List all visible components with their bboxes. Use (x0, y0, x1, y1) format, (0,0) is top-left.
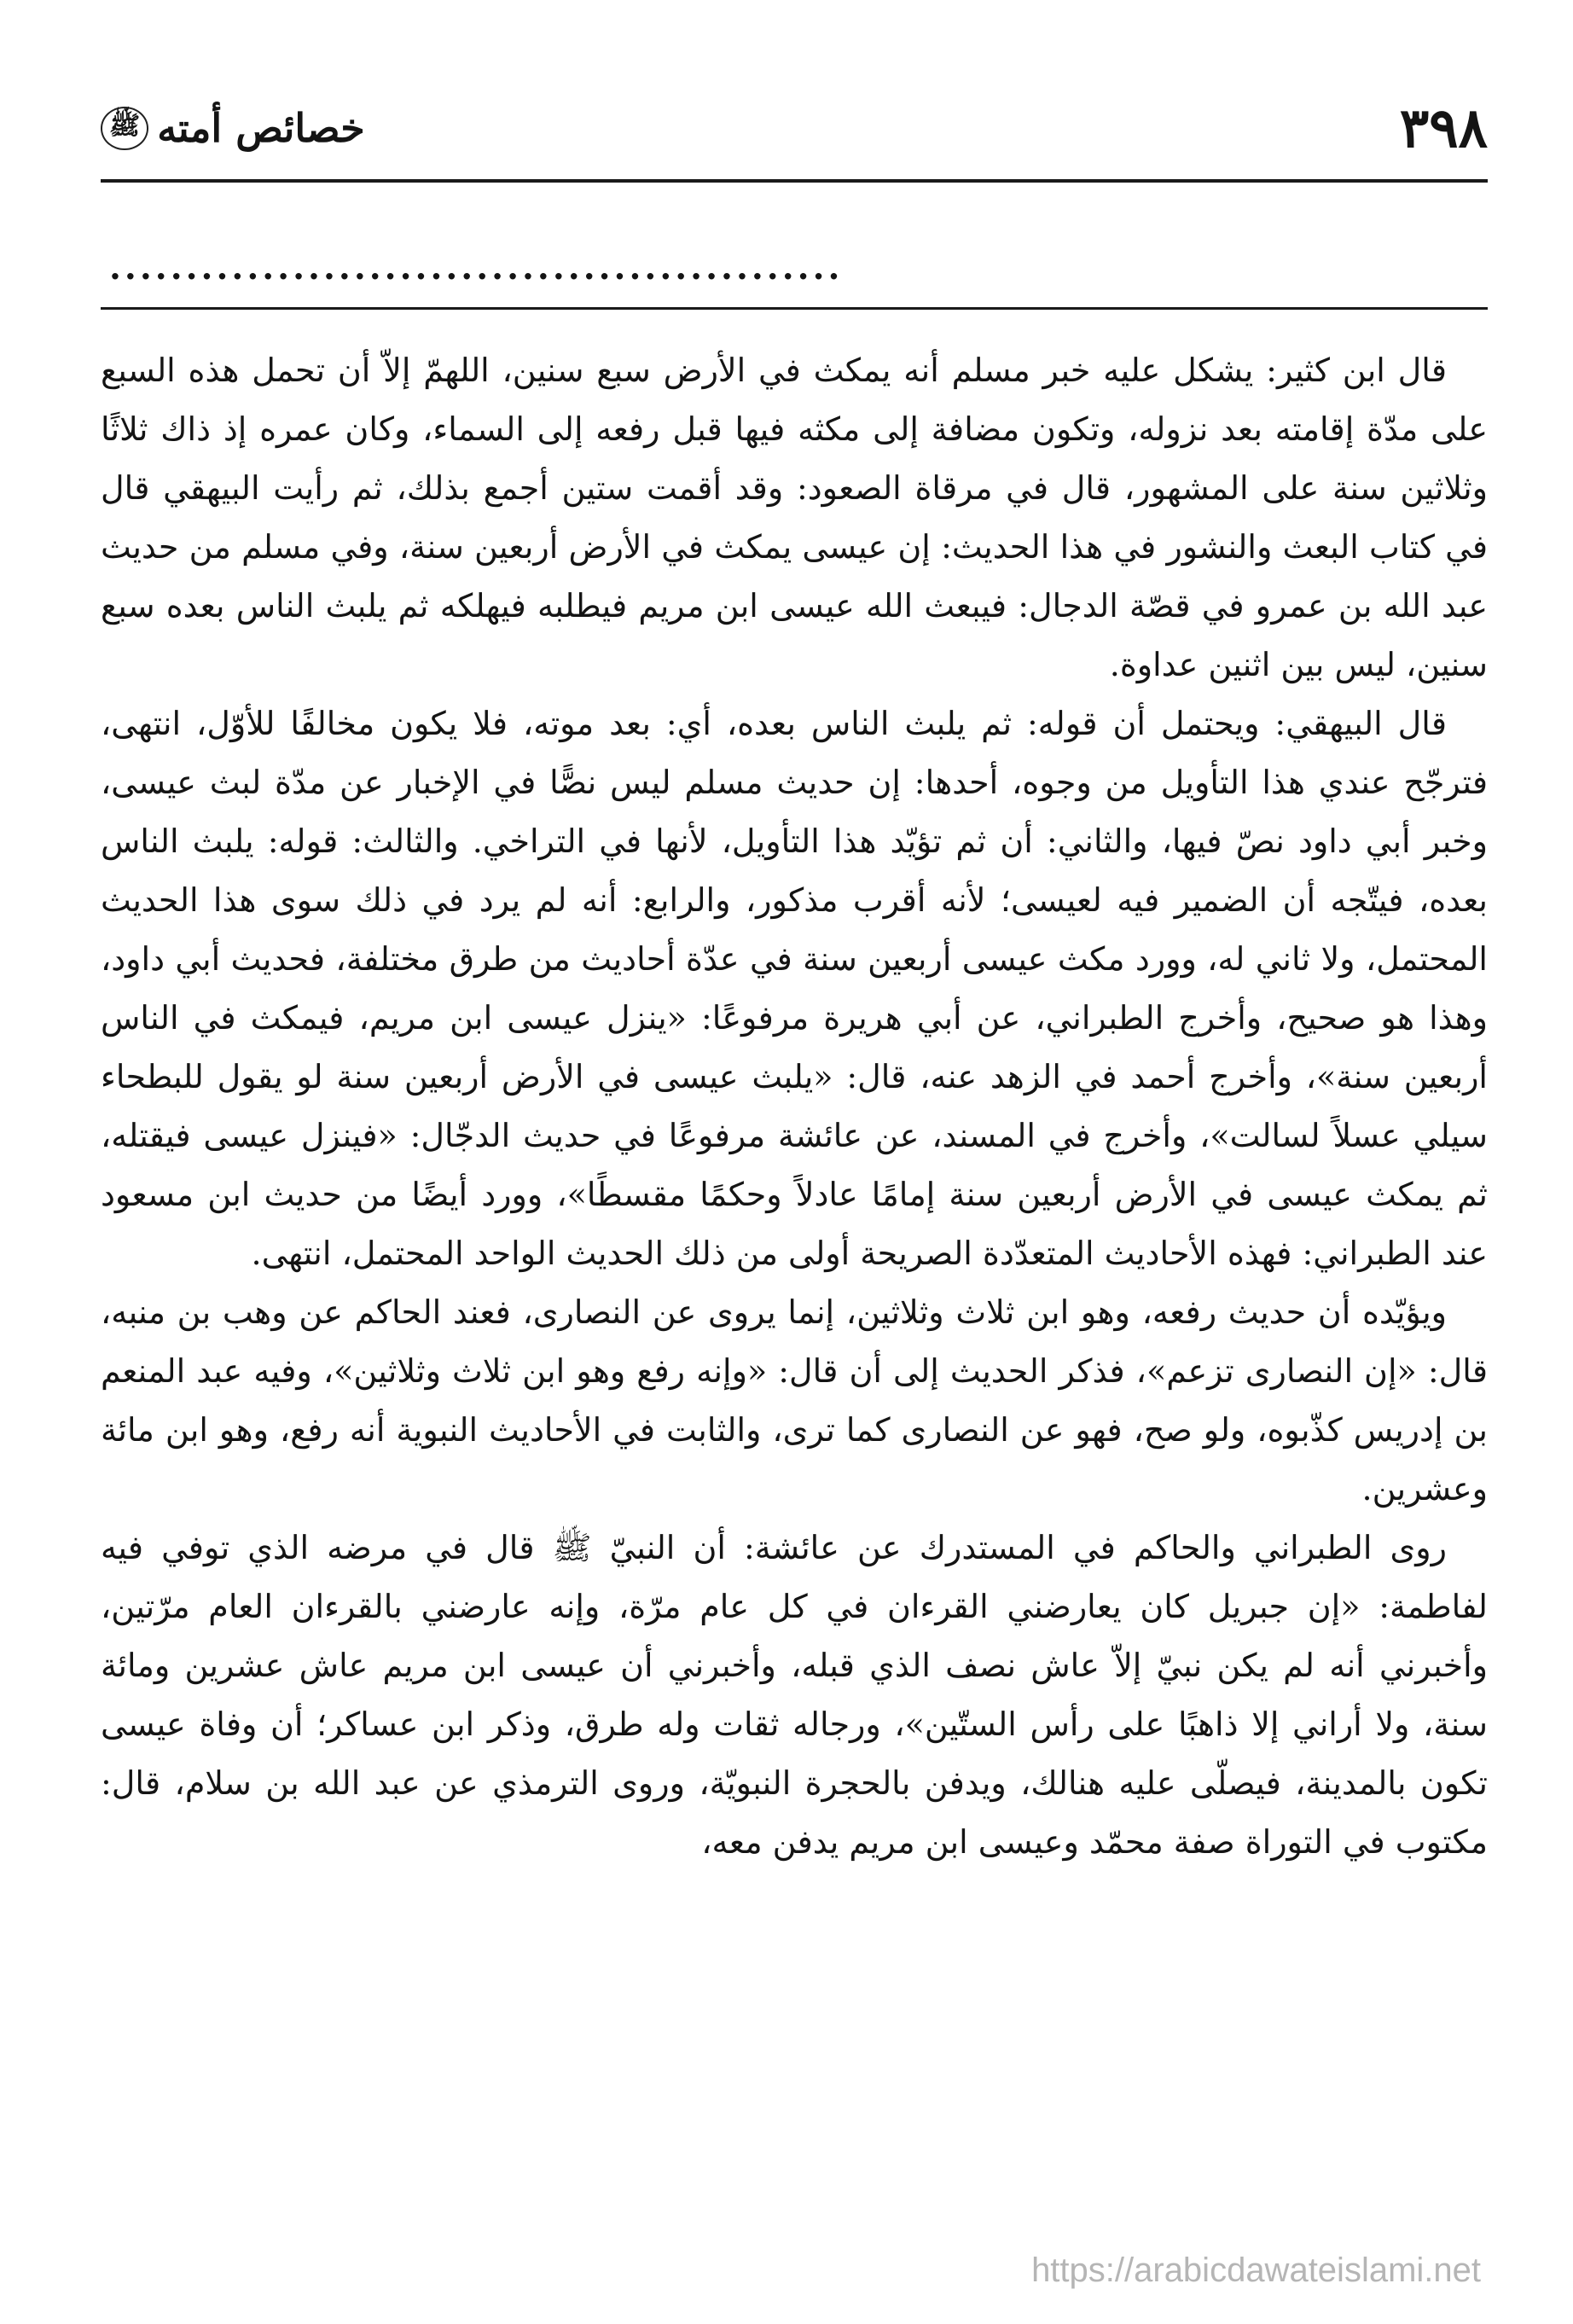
page-header (101, 85, 1488, 171)
page-number: ٣٩٨ (1399, 96, 1488, 160)
source-watermark: https://arabicdawateislami.net (1031, 2251, 1481, 2289)
running-head-title: خصائص أمته (157, 105, 365, 151)
paragraph-4: روى الطبراني والحاكم في المستدرك عن عائشة: أن النبيّ ﷺ قال في مرضه الذي توفي فيه لفاطمة: «إن جبريل كان يعارضني القرءان في كل عام مرّة، وإنه عارضني بالقرءان العام مرّتين، وأخبرني أنه لم يكن نبيّ إلاّ عاش نصف الذي قبله، وأخبرني أن عيسى ابن مريم عاش عشرين ومائة سنة، ولا أراني إلا ذاهبًا على رأس الستّين»، ورجاله ثقات وله طرق، وذكر ابن عساكر؛ أن وفاة عيسى تكون بالمدينة، فيصلّى عليه هنالك، ويدفن بالحجرة النبويّة، وروى الترمذي عن عبد الله بن سلام، قال: مكتوب في التوراة صفة محمّد وعيسى ابن مريم يدفن معه، (101, 1529, 1488, 1861)
running-head (101, 105, 365, 151)
salutation-seal-icon: ﷺ (101, 107, 148, 150)
body-text (101, 341, 1488, 2213)
section-rule (101, 307, 1488, 310)
paragraph-3: ويؤيّده أن حديث رفعه، وهو ابن ثلاث وثلاثين، إنما يروى عن النصارى، فعند الحاكم عن وهب بن منبه، قال: «إن النصارى تزعم»، فذكر الحديث إلى أن قال: «وإنه رفع وهو ابن ثلاث وثلاثين»، وفيه عبد المنعم بن إدريس كذّبوه، ولو صح، فهو عن النصارى كما ترى، والثابت في الأحاديث النبوية أنه رفع، وهو ابن مائة وعشرين. (101, 1293, 1488, 1508)
paragraph-1: قال ابن كثير: يشكل عليه خبر مسلم أنه يمكث في الأرض سبع سنين، اللهمّ إلاّ أن تحمل هذه السبع على مدّة إقامته بعد نزوله، وتكون مضافة إلى مكثه فيها قبل رفعه إلى السماء، وكان عمره إذ ذاك ثلاثًا وثلاثين سنة على المشهور، قال في مرقاة الصعود: وقد أقمت ستين أجمع بذلك، ثم رأيت البيهقي قال في كتاب البعث والنشور في هذا الحديث: إن عيسى يمكث في الأرض أربعين سنة، وفي مسلم من حديث عبد الله بن عمرو في قصّة الدجال: فيبعث الله عيسى ابن مريم فيطلبه فيهلكه ثم يلبث الناس بعده سبع سنين، ليس بين اثنين عداوة. (101, 352, 1488, 683)
paragraph-2: قال البيهقي: ويحتمل أن قوله: ثم يلبث الناس بعده، أي: بعد موته، فلا يكون مخالفًا للأوّل، انتهى، فترجّح عندي هذا التأويل من وجوه، أحدها: إن حديث مسلم ليس نصًّا في الإخبار عن مدّة لبث عيسى، وخبر أبي داود نصّ فيها، والثاني: أن ثم تؤيّد هذا التأويل، لأنها في التراخي. والثالث: قوله: يلبث الناس بعده، فيتّجه أن الضمير فيه لعيسى؛ لأنه أقرب مذكور، والرابع: أنه لم يرد في ذلك سوى هذا الحديث المحتمل، ولا ثاني له، وورد مكث عيسى أربعين سنة في عدّة أحاديث من طرق مختلفة، فحديث أبي داود، وهذا هو صحيح، وأخرج الطبراني، عن أبي هريرة مرفوعًا: «ينزل عيسى ابن مريم، فيمكث في الناس أربعين سنة»، وأخرج أحمد في الزهد عنه، قال: «يلبث عيسى في الأرض أربعين سنة لو يقول للبطحاء سيلي عسلاً لسالت»، وأخرج في المسند، عن عائشة مرفوعًا في حديث الدجّال: «فينزل عيسى فيقتله، ثم يمكث عيسى في الأرض أربعين سنة إمامًا عادلاً وحكمًا مقسطًا»، وورد أيضًا من حديث ابن مسعود عند الطبراني: فهذه الأحاديث المتعدّدة الصريحة أولى من ذلك الحديث الواحد المحتمل، انتهى. (101, 705, 1488, 1272)
footnote-continuation-dots: ................................................ (109, 247, 844, 288)
header-rule (101, 179, 1488, 183)
